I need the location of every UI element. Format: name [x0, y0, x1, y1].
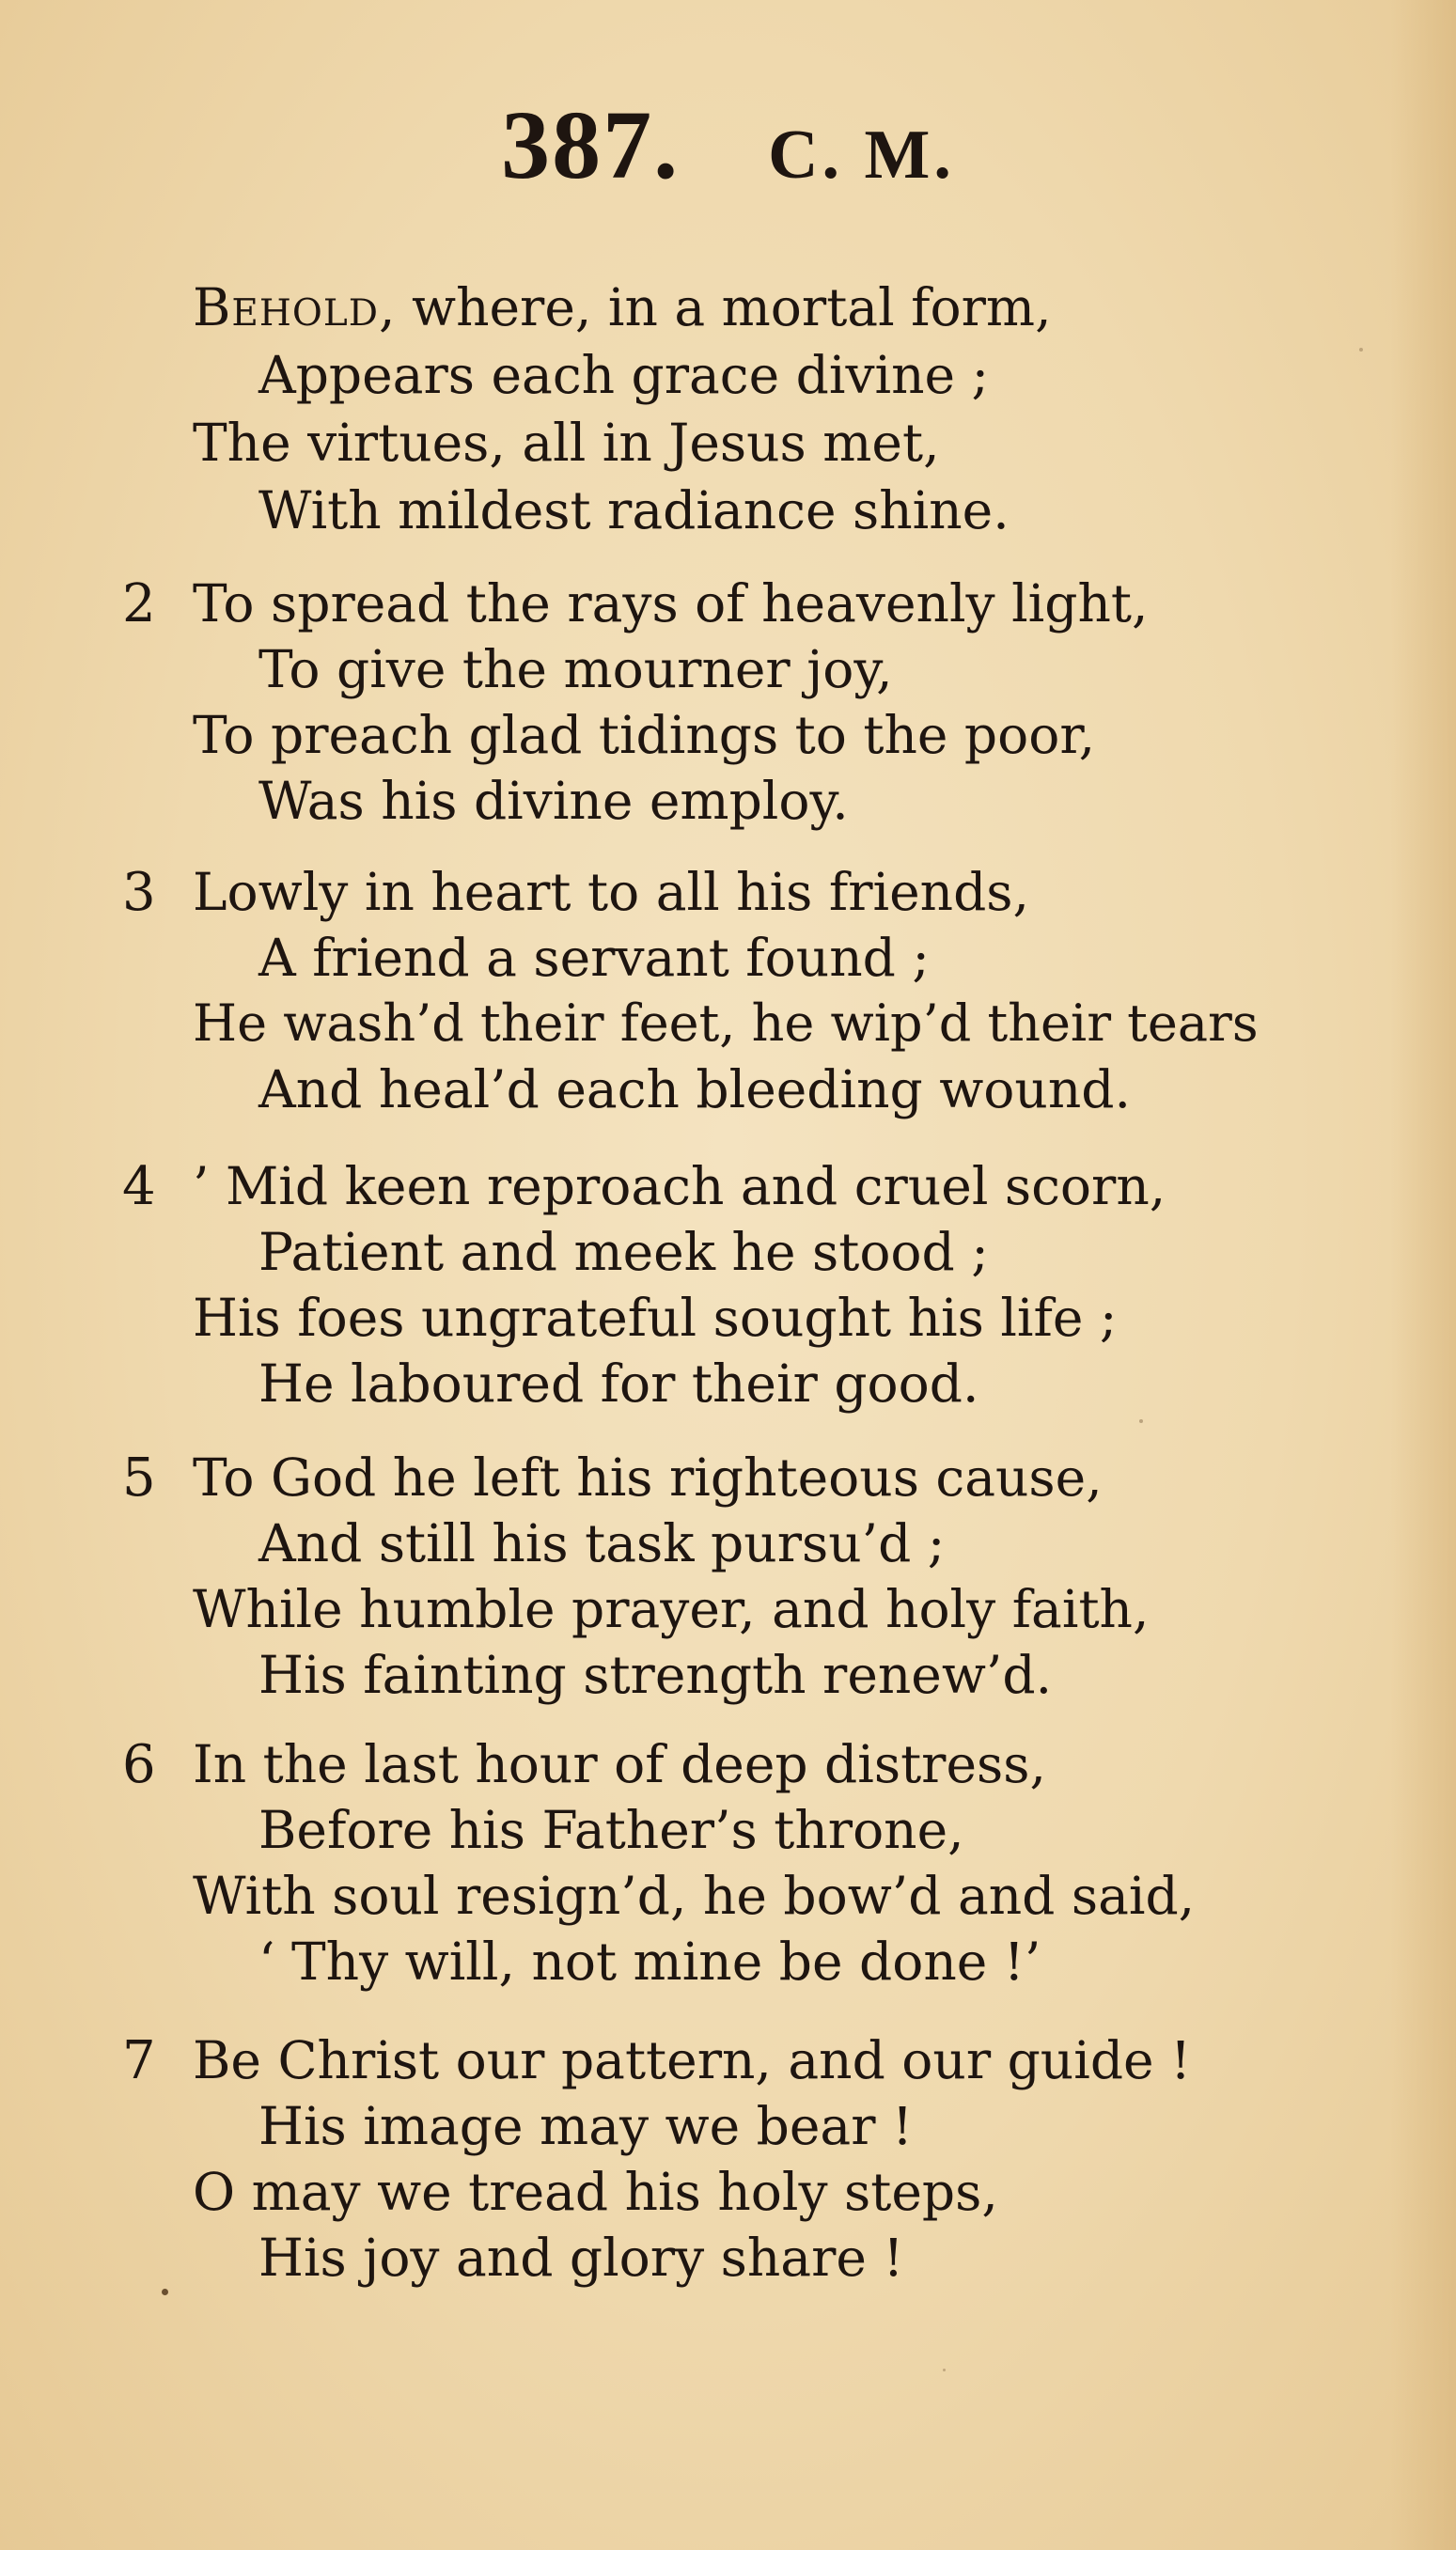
- stanza-1-line-1: [193, 277, 1052, 337]
- stanza-5-line-4: His fainting strength renew’d.: [258, 1645, 1053, 1705]
- stanza-6-line-4: ‘ Thy will, not mine be done !’: [258, 1932, 1041, 1992]
- stanza-4-line-4: He laboured for their good.: [258, 1353, 979, 1414]
- verse-number: 4: [122, 1156, 156, 1217]
- stanza-6-line-1: In the last hour of deep distress,: [193, 1734, 1046, 1794]
- paper-speck: [162, 2289, 168, 2295]
- verse-number: 3: [122, 862, 156, 923]
- stanza-2-line-4: Was his divine employ.: [258, 771, 849, 831]
- hymn-number: 387.: [501, 91, 681, 199]
- stanza-5-line-2: And still his task pursu’d ;: [258, 1513, 946, 1573]
- stanza-6-line-2: Before his Father’s throne,: [258, 1800, 964, 1860]
- stanza-1-line-1-rest: , where, in a mortal form,: [379, 277, 1052, 337]
- stanza-3-line-1: Lowly in heart to all his friends,: [193, 862, 1029, 922]
- stanza-4-line-1: ’ Mid keen reproach and cruel scorn,: [193, 1156, 1166, 1216]
- stanza-1-line-3: The virtues, all in Jesus met,: [193, 413, 940, 473]
- stanza-3-line-3: He wash’d their feet, he wip’d their tears: [193, 993, 1259, 1053]
- stanza-7-line-3: O may we tread his holy steps,: [193, 2162, 998, 2222]
- stanza-1-line-2: Appears each grace divine ;: [258, 345, 990, 405]
- stanza-2-line-2: To give the mourner joy,: [258, 639, 893, 699]
- verse-number: 5: [122, 1447, 156, 1509]
- hymn-header: [0, 89, 1456, 201]
- paper-speck: [943, 2369, 946, 2371]
- stanza-7-line-2: His image may we bear !: [258, 2096, 914, 2156]
- stanza-7-line-1: Be Christ our pattern, and our guide !: [193, 2030, 1192, 2090]
- stanza-6-line-3: With soul resign’d, he bow’d and said,: [193, 1866, 1196, 1926]
- first-word: Behold: [193, 277, 380, 337]
- stanza-7-line-4: His joy and glory share !: [258, 2228, 904, 2288]
- stanza-1-line-4: With mildest radiance shine.: [258, 480, 1010, 540]
- verse-number: 7: [122, 2030, 156, 2091]
- stanza-5-line-3: While humble prayer, and holy faith,: [193, 1579, 1150, 1639]
- stanza-5-line-1: To God he left his righteous cause,: [193, 1447, 1103, 1508]
- verse-number: 6: [122, 1734, 156, 1795]
- stanza-3-line-2: A friend a servant found ;: [258, 928, 930, 988]
- paper-speck: [1359, 348, 1363, 352]
- stanza-3-line-4: And heal’d each bleeding wound.: [258, 1059, 1131, 1119]
- stanza-4-line-3: His foes ungrateful sought his life ;: [193, 1288, 1118, 1348]
- verse-number: 2: [122, 573, 156, 634]
- stanza-2-line-3: To preach glad tidings to the poor,: [193, 705, 1096, 765]
- stanza-4-line-2: Patient and meek he stood ;: [258, 1222, 989, 1282]
- paper-speck: [1139, 1419, 1143, 1423]
- stanza-2-line-1: To spread the rays of heavenly light,: [193, 573, 1149, 634]
- hymn-meter: C. M.: [768, 117, 955, 194]
